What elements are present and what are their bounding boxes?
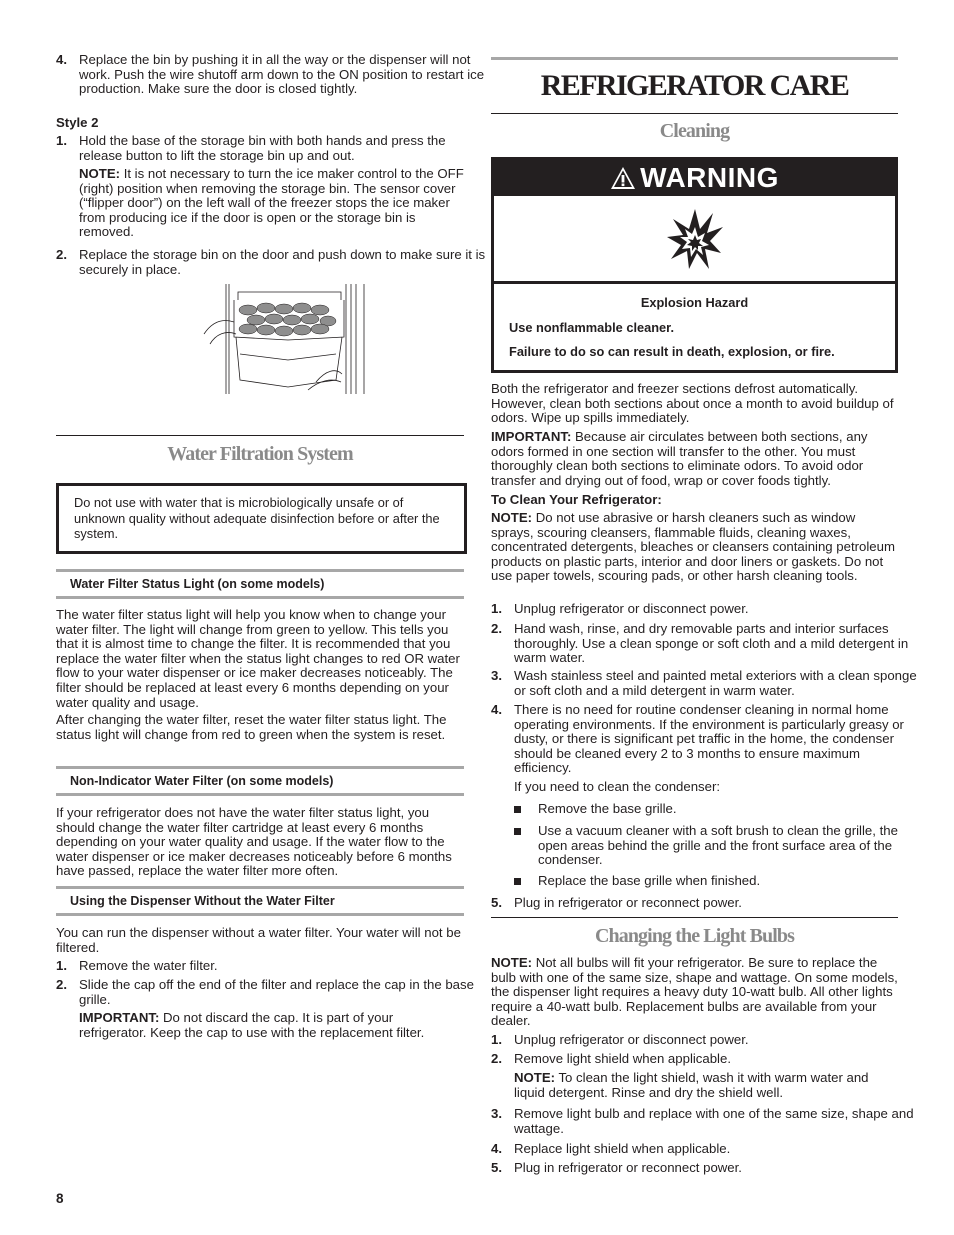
warning-line-1: Use nonflammable cleaner. bbox=[509, 319, 675, 335]
to-clean-heading: To Clean Your Refrigerator: bbox=[491, 492, 662, 507]
bulb-note: NOTE: To clean the light shield, wash it with warm water and liquid detergent. Rinse and dry the shield well. bbox=[514, 1070, 869, 1100]
non-indicator-paragraph: If your refrigerator does not have the water filter status light, you should change the water filter cartridge at least every 6 months depending on your water quality and usage. If the water flow to the water dispenser or ice maker decreases noticeably before 6 months have passed, replace the water filter more often. bbox=[56, 805, 452, 879]
condenser-bullet: Remove the base grille. bbox=[491, 802, 898, 817]
clean-step-2: 2. Hand wash, rinse, and dry removable parts and interior surfaces thoroughly. Use a clean sponge or soft cloth and a mild detergent in warm water. bbox=[491, 621, 909, 666]
title-top-rule bbox=[491, 57, 898, 60]
clean-step-4: 4. There is no need for routine condenser cleaning in normal home operating environments. If the environment is particularly greasy or dusty, or there is significant pet traffic in the home, the condenser should be cleaned every 2 to 3 months to ensure maximum efficiency. bbox=[491, 702, 904, 776]
warning-line-2: Failure to do so can result in death, explosion, or fire. bbox=[509, 344, 835, 360]
cleaning-title: Cleaning bbox=[659, 120, 730, 142]
warning-triangle-icon bbox=[610, 166, 636, 190]
status-light-paragraph-2: After changing the water filter, reset the water filter status light. The status light will change from red to green when the system is reset. bbox=[56, 712, 447, 742]
bulb-step-1: 1. Unplug refrigerator or disconnect power. bbox=[491, 1032, 749, 1047]
storage-bin-illustration bbox=[196, 282, 376, 402]
without-filter-paragraph: You can run the dispenser without a water filter. Your water will not be filtered. bbox=[56, 925, 461, 955]
clean-step-4-sub: If you need to clean the condenser: bbox=[514, 779, 721, 794]
non-indicator-heading: Non-Indicator Water Filter (on some models) bbox=[56, 766, 464, 796]
bullet-square bbox=[514, 806, 521, 813]
water-warning-box: Do not use with water that is microbiologically unsafe or of unknown quality without adequate disinfection before or after the system. bbox=[56, 483, 467, 554]
clean-step-5: 5. Plug in refrigerator or reconnect power. bbox=[491, 895, 742, 910]
warning-label: WARNING bbox=[640, 161, 779, 193]
without-step-2: 2. Slide the cap off the end of the filter and replace the cap in the base grille. bbox=[56, 977, 474, 1007]
bullet-square bbox=[514, 828, 521, 835]
warning-header bbox=[494, 160, 895, 196]
bulb-step-5: 5. Plug in refrigerator or reconnect power. bbox=[491, 1160, 742, 1175]
style-2-heading: Style 2 bbox=[56, 115, 99, 130]
explosion-icon bbox=[665, 207, 725, 271]
warning-text-area bbox=[494, 284, 895, 370]
style2-step-1: 1. Hold the base of the storage bin with both hands and press the release button to lift the storage bin up and out. bbox=[56, 133, 446, 163]
status-light-paragraph-1: The water filter status light will help you know when to change your water filter. The light will change from green to yellow. This tells you that it is almost time to change the filter. It is recommended that you replace the water filter when the status light changes to red OR water flow to your water dispenser or ice maker decreases noticeably. The filter should be replaced at least every 6 months depending on your water quality and usage. bbox=[56, 607, 460, 710]
bulb-step-3: 3. Remove light bulb and replace with one of the same size, shape and wattage. bbox=[491, 1106, 914, 1136]
warning-symbol-area bbox=[494, 196, 895, 284]
without-step-1: 1. Remove the water filter. bbox=[56, 958, 218, 973]
status-light-heading: Water Filter Status Light (on some models) bbox=[56, 569, 464, 599]
warning-hazard: Explosion Hazard bbox=[640, 295, 749, 310]
clean-step-3: 3. Wash stainless steel and painted metal exteriors with a clean sponge or soft cloth and a mild detergent in warm water. bbox=[491, 668, 917, 698]
cleaning-important: IMPORTANT: Because air circulates between both sections, any odors formed in one section will transfer to the other. You must thoroughly clean both sections to eliminate odors. To avoid odor transfer and drying out of food, wrap or cover foods tightly. bbox=[491, 429, 868, 488]
warning-box bbox=[491, 157, 898, 373]
bulb-step-2: 2. Remove light shield when applicable. bbox=[491, 1051, 731, 1066]
title-bottom-rule bbox=[491, 113, 898, 114]
bulbs-note: NOTE: Not all bulbs will fit your refrigerator. Be sure to replace the bulb with one of the same size, shape and wattage. On some models, the dispenser light requires a heavy duty 10-watt bulb. All other lights require a 40-watt bulb. Replacement bulbs are available from your dealer. bbox=[491, 955, 898, 1029]
step-4: 4. Replace the bin by pushing it in all the way or the dispenser will not work. Push the wire shutoff arm down to the ON position to restart ice production. Make sure the door is closed tightly. bbox=[56, 52, 485, 97]
water-filtration-title: Water Filtration System bbox=[167, 443, 353, 465]
cleaning-paragraph-1: Both the refrigerator and freezer sections defrost automatically. However, clean both sections about once a month to avoid buildup of odors. Wipe up spills immediately. bbox=[491, 381, 894, 426]
page-number: 8 bbox=[56, 1191, 64, 1206]
style2-note: NOTE: It is not necessary to turn the ice maker control to the OFF (right) position when removing the storage bin. The sensor cover (“flipper door”) on the left wall of the freezer stops the ice maker from producing ice if the door is open or the storage bin is removed. bbox=[79, 166, 464, 240]
condenser-bullet: Use a vacuum cleaner with a soft brush to clean the grille, the open areas behind the grille and the front surface area of the condenser. bbox=[491, 824, 898, 868]
without-filter-heading: Using the Dispenser Without the Water Filter bbox=[56, 886, 464, 916]
cleaning-note: NOTE: Do not use abrasive or harsh cleaners such as window sprays, scouring cleansers, flammable fluids, cleaning waxes, concentrated detergents, bleaches or cleansers containing petroleum products on plastic parts, interior and door liners or gaskets. Do not use paper towels, scouring pads, or other harsh cleaning tools. bbox=[491, 510, 895, 584]
style2-step-2: 2. Replace the storage bin on the door and push down to make sure it is securely in place. bbox=[56, 247, 486, 277]
changing-bulbs-title: Changing the Light Bulbs bbox=[594, 925, 795, 947]
bulbs-section-divider bbox=[491, 917, 898, 918]
bullet-square bbox=[514, 878, 521, 885]
condenser-bullet: Replace the base grille when finished. bbox=[491, 874, 898, 889]
page-title: REFRIGERATOR CARE bbox=[540, 69, 849, 102]
clean-step-1: 1. Unplug refrigerator or disconnect power. bbox=[491, 601, 749, 616]
bulb-step-4: 4. Replace light shield when applicable. bbox=[491, 1141, 731, 1156]
water-section-divider bbox=[56, 435, 464, 436]
without-important: IMPORTANT: Do not discard the cap. It is part of your refrigerator. Keep the cap to use with the replacement filter. bbox=[79, 1010, 425, 1040]
